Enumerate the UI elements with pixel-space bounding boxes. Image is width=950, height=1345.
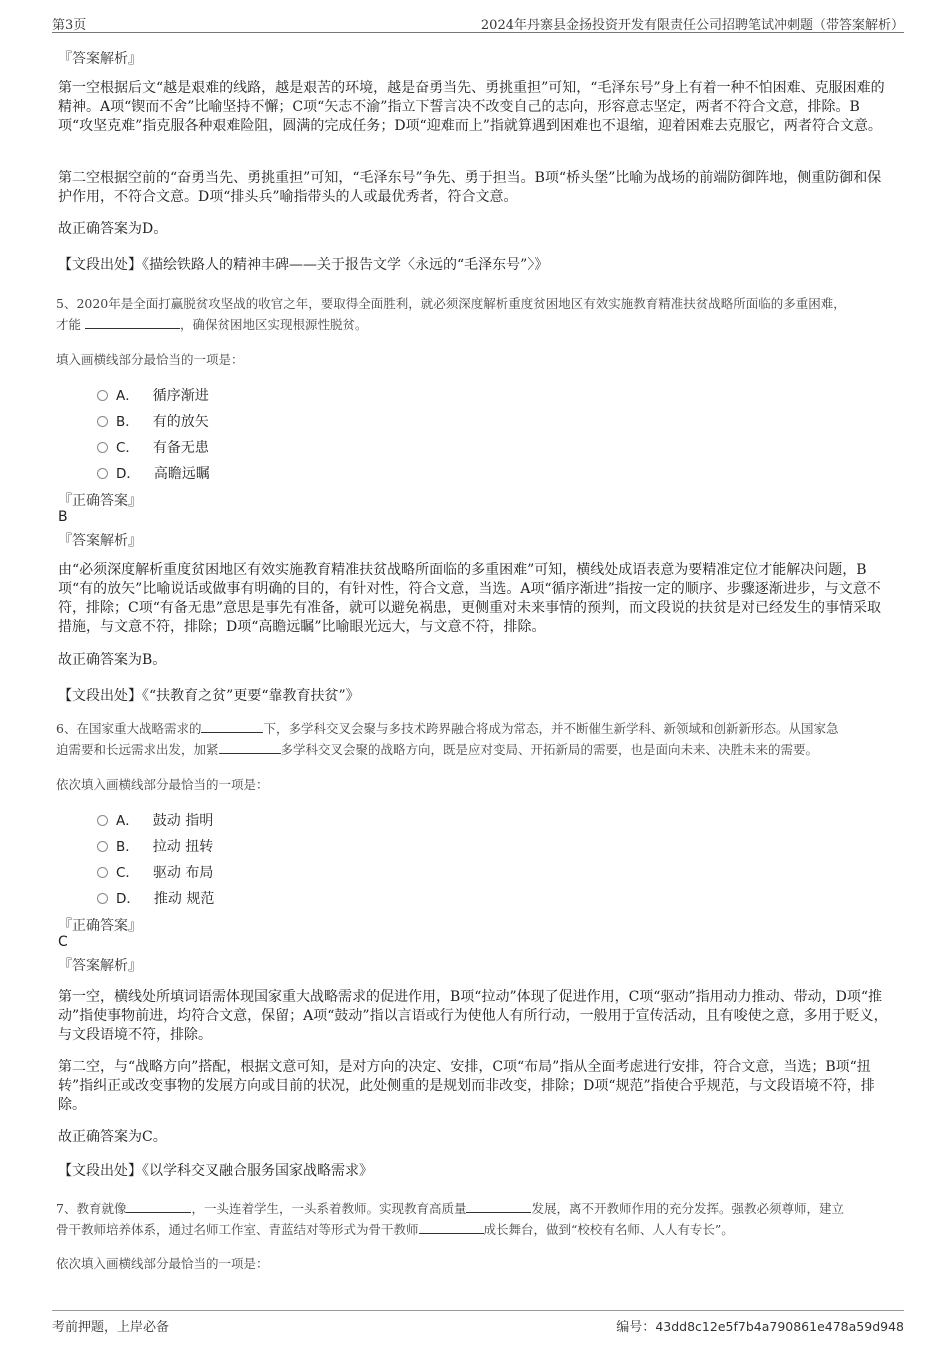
- radio-icon[interactable]: [97, 468, 108, 479]
- q5-answer-label: 『正确答案』: [58, 493, 142, 509]
- q5-stem-line2: 才能 ，确保贫困地区实现根源性脱贫。: [56, 317, 368, 332]
- document-title: 2024年丹寨县金扬投资开发有限责任公司招聘笔试冲刺题（带答案解析）: [480, 18, 904, 33]
- q7-stem-line2: 骨干教师培养体系，通过名师工作室、青蓝结对等形式为骨干教师 成长舞台，做到“校校有名师、人人有专长”。: [56, 1222, 734, 1237]
- q6-analysis-para1: 第一空，横线处所填词语需体现国家重大战略需求的促进作用，B项“拉动”体现了促进作用，C项“驱动”指用动力推动、带动，D项“推动”指使事物前进，均符合文意，保留；A项“鼓动”指以言语或行为使他人有所行动，一般用于宣传活动，且有唆使之意，多用于贬义，与文段语境不符，排除。: [58, 989, 888, 1043]
- footer-code: 编号：43dd8c12e5f7b4a790861e478a59d948: [616, 1319, 904, 1335]
- q5-conclusion: 故正确答案为B。: [58, 652, 167, 668]
- q7-blank-2: [466, 1200, 531, 1213]
- q6-answer: C: [58, 934, 68, 950]
- q5-option-c[interactable]: C． 有备无患: [97, 436, 209, 456]
- q6-option-b[interactable]: B． 拉动 扭转: [97, 835, 213, 855]
- q6-option-a[interactable]: A． 鼓动 指明: [97, 809, 213, 829]
- q5-option-a[interactable]: A． 循序渐进: [97, 384, 209, 404]
- radio-icon[interactable]: [97, 841, 108, 852]
- q6-blank-1: [201, 720, 263, 733]
- q5-answer: B: [58, 509, 68, 525]
- q6-stem: [56, 718, 901, 760]
- q4-source: 【文段出处】《描绘铁路人的精神丰碑——关于报告文学〈永远的“毛泽东号”〉》: [58, 257, 549, 273]
- q4-analysis-para2: 第二空根据空前的“奋勇当先、勇挑重担”可知，“毛泽东号”争先、勇于担当。B项“桥头堡”比喻为战场的前端防御阵地，侧重防御和保护作用，不符合文意。D项“排头兵”喻指带头的人或最优秀者，符合文意。: [58, 170, 882, 205]
- q6-option-d[interactable]: D． 推动 规范: [97, 887, 214, 907]
- q7-blank-1: [126, 1200, 191, 1213]
- q6-answer-label: 『正确答案』: [58, 918, 142, 934]
- page-header: [52, 12, 904, 33]
- q5-option-b[interactable]: B． 有的放矢: [97, 410, 209, 430]
- q5-stem: [56, 293, 901, 335]
- q5-blank: [85, 316, 180, 329]
- q6-stem-line1: 6、在国家重大战略需求的 下，多学科交叉会聚与多技术跨界融合将成为常态，并不断催生新学科、新领域和创新新形态。从国家急: [56, 721, 839, 736]
- page-number: 第3页: [52, 18, 87, 33]
- radio-icon[interactable]: [97, 390, 108, 401]
- q5-source: 【文段出处】《“扶教育之贫”更要“靠教育扶贫”》: [58, 688, 360, 704]
- radio-icon[interactable]: [97, 442, 108, 453]
- q6-analysis-para2: 第二空，与“战略方向”搭配，根据文意可知，是对方向的决定、安排，C项“布局”指从全面考虑进行安排，符合文意，当选；B项“扭转”指纠正或改变事物的发展方向或目前的状况，此处侧重的是规划而非改变，排除；D项“规范”指使合乎规范，与文段语境不符，排除。: [58, 1059, 875, 1113]
- radio-icon[interactable]: [97, 815, 108, 826]
- q7-instruction: 依次填入画横线部分最恰当的一项是：: [56, 1256, 269, 1271]
- q6-analysis-label: 『答案解析』: [58, 958, 142, 974]
- footer-slogan: 考前押题，上岸必备: [52, 1320, 170, 1335]
- radio-icon[interactable]: [97, 416, 108, 427]
- q7-stem: [56, 1198, 901, 1240]
- q4-analysis-para1: 第一空根据后文“越是艰难的线路，越是艰苦的环境，越是奋勇当先、勇挑重担”可知，“毛泽东号”身上有着一种不怕困难、克服困难的精神。A项“锲而不舍”比喻坚持不懈；C项“矢志不渝”指立下誓言决不改变自己的志向，形容意志坚定，两者不符合文意，排除。B项“攻坚克难”指克服各种艰难险阻，圆满的完成任务；D项“迎难而上”指就算遇到困难也不退缩，迎着困难去克服它，两者符合文意。: [58, 80, 885, 134]
- q5-stem-line1: 5、2020年是全面打赢脱贫攻坚战的收官之年，要取得全面胜利，就必须深度解析重度贫困地区有效实施教育精准扶贫战略所面临的多重困难，: [56, 296, 846, 311]
- radio-icon[interactable]: [97, 867, 108, 878]
- q6-conclusion: 故正确答案为C。: [58, 1129, 167, 1145]
- q6-instruction: 依次填入画横线部分最恰当的一项是：: [56, 777, 269, 792]
- q7-stem-line1: 7、教育就像 ，一头连着学生，一头系着教师。实现教育高质量 发展，离不开教师作用的充分发挥。强教必须尊师，建立: [56, 1201, 844, 1216]
- page-footer: [52, 1310, 904, 1335]
- q6-stem-line2: 迫需要和长远需求出发，加紧 多学科交叉会聚的战略方向，既是应对变局、开拓新局的需要，也是面向未来、决胜未来的需要。: [56, 742, 819, 757]
- q4-conclusion: 故正确答案为D。: [58, 221, 168, 237]
- q5-analysis-label: 『答案解析』: [58, 533, 142, 549]
- q6-source: 【文段出处】《以学科交叉融合服务国家战略需求》: [58, 1163, 373, 1179]
- q4-analysis-label: 『答案解析』: [58, 51, 142, 67]
- q5-option-d[interactable]: D． 高瞻远瞩: [97, 462, 210, 482]
- q5-analysis: 由“必须深度解析重度贫困地区有效实施教育精准扶贫战略所面临的多重困难”可知，横线处成语表意为要精准定位才能解决问题，B项“有的放矢”比喻说话或做事有明确的目的，有针对性，符合文意，当选。A项“循序渐进”指按一定的顺序、步骤逐渐进步，与文意不符，排除；C项“有备无患”意思是事先有准备，就可以避免祸患，更侧重对未来事情的预判，而文段说的扶贫是对已经发生的事情采取措施，与文意不符，排除；D项“高瞻远瞩”比喻眼光远大，与文意不符，排除。: [58, 562, 882, 635]
- q6-option-c[interactable]: C． 驱动 布局: [97, 861, 213, 881]
- radio-icon[interactable]: [97, 893, 108, 904]
- q7-blank-3: [419, 1221, 484, 1234]
- q6-blank-2: [219, 741, 281, 754]
- q5-instruction: 填入画横线部分最恰当的一项是：: [56, 352, 244, 367]
